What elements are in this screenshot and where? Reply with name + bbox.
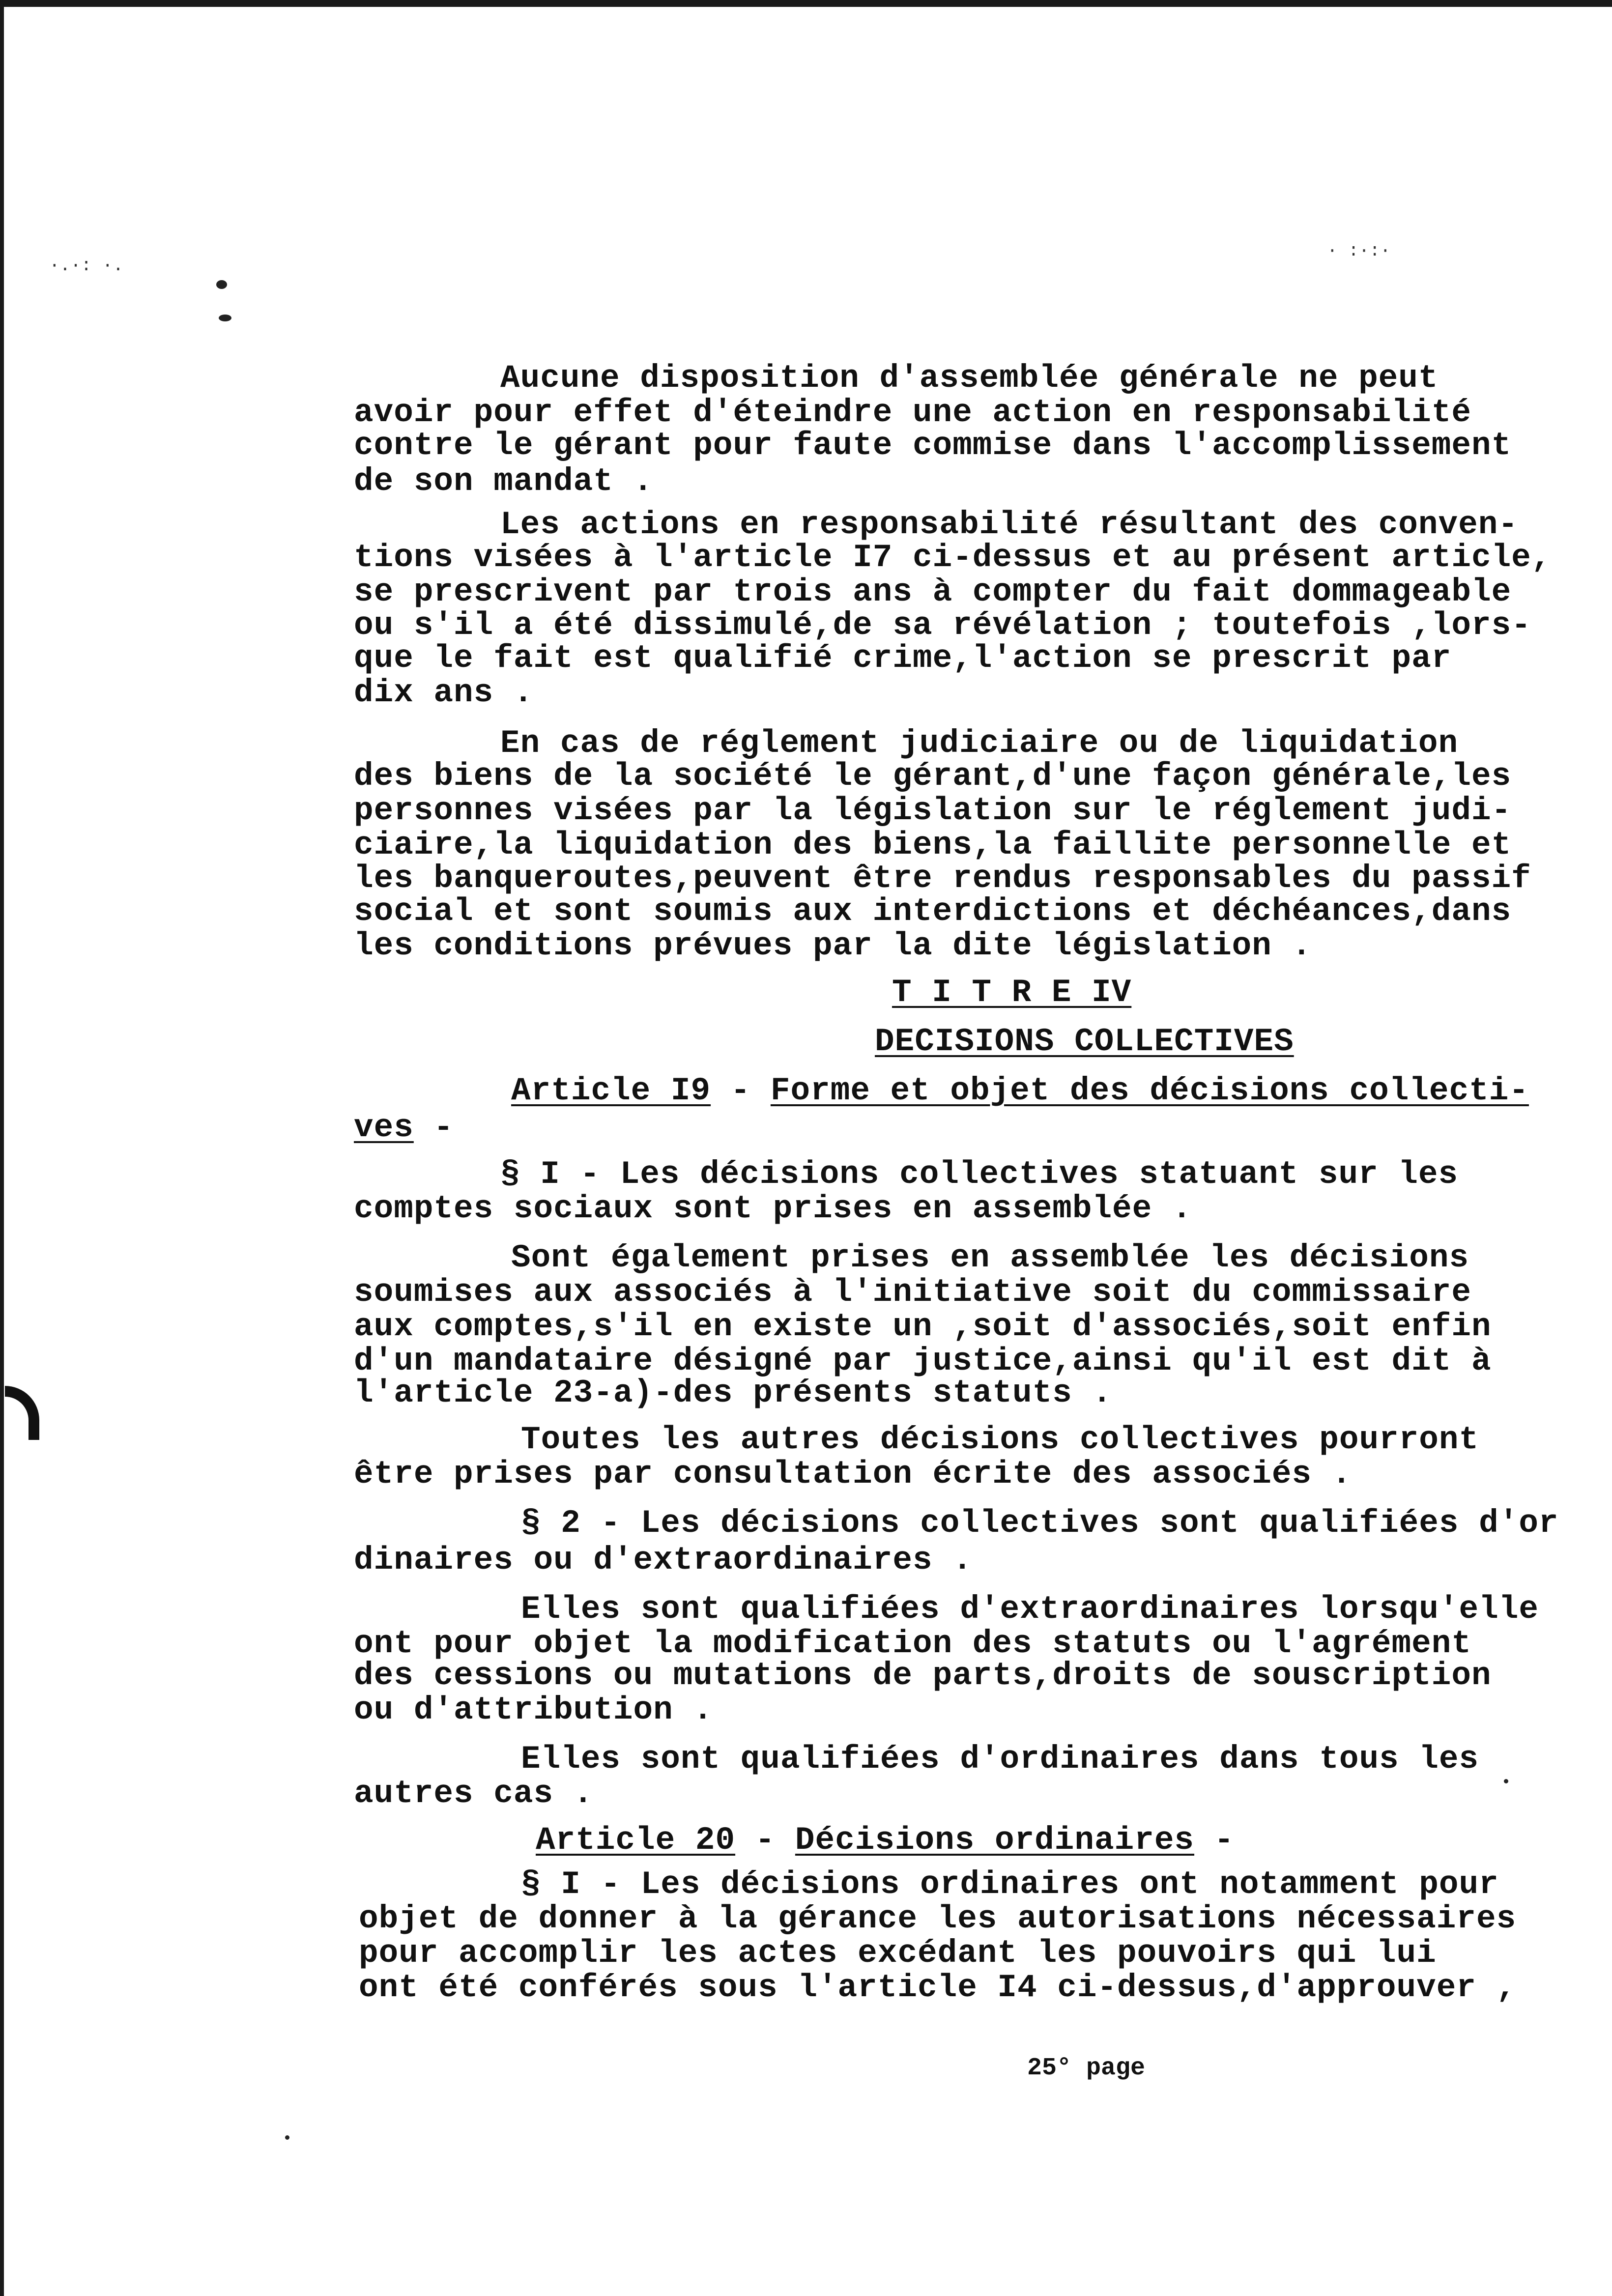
text-line: ciaire,la liquidation des biens,la faillite personnelle et (354, 827, 1512, 863)
text-line: les banqueroutes,peuvent être rendus responsables du passif (354, 860, 1531, 897)
article-20-tail: - (1194, 1822, 1235, 1859)
text-line: de son mandat . (354, 463, 654, 500)
ink-speck (219, 315, 231, 321)
text-line: § 2 - Les décisions collectives sont qualifiées d'or (521, 1505, 1559, 1542)
text-line: Sont également prises en assemblée les décisions (511, 1239, 1469, 1276)
page-number: 25° page (1027, 2054, 1146, 2082)
article-19-label: Article I9 (511, 1072, 711, 1109)
text-line: avoir pour effet d'éteindre une action en responsabilité (354, 394, 1471, 431)
text-line: pour accomplir les actes excédant les pouvoirs qui lui (359, 1935, 1437, 1972)
text-line: ou d'attribution . (354, 1692, 713, 1728)
text-line: être prises par consultation écrite des associés . (354, 1456, 1352, 1492)
text-line: Elles sont qualifiées d'ordinaires dans tous les (521, 1741, 1479, 1778)
scan-border-left (0, 0, 4, 2296)
text-line: Les actions en responsabilité résultant des conven- (500, 506, 1518, 543)
scan-artifact-left: ·.·: ·. (49, 256, 124, 276)
text-line: les conditions prévues par la dite législation . (354, 927, 1312, 964)
text-line: Toutes les autres décisions collectives pourront (521, 1421, 1479, 1458)
article-20-label: Article 20 (536, 1822, 736, 1859)
article-20-heading (536, 1823, 1612, 1858)
text-line: aux comptes,s'il en existe un ,soit d'associés,soit enfin (354, 1308, 1492, 1345)
text-line: ont pour objet la modification des statuts ou l'agrément (354, 1625, 1471, 1662)
text-line: des cessions ou mutations de parts,droits de souscription (354, 1657, 1492, 1694)
article-19-title-tail: - (413, 1109, 454, 1146)
text-line: soumises aux associés à l'initiative soit du commissaire (354, 1274, 1471, 1311)
text-line: Elles sont qualifiées d'extraordinaires lorsqu'elle (521, 1591, 1539, 1628)
text-line: comptes sociaux sont prises en assemblée . (354, 1190, 1192, 1227)
text-line: ont été conférés sous l'article I4 ci-dessus,d'approuver , (359, 1969, 1517, 2006)
article-19-heading (511, 1074, 1612, 1108)
text-line: § I - Les décisions collectives statuant sur les (500, 1156, 1459, 1193)
text-line: ou s'il a été dissimulé,de sa révélation ; toutefois ,lors- (354, 607, 1531, 644)
text-line: contre le gérant pour faute commise dans l'accomplissement (354, 427, 1512, 464)
text-line: dix ans . (354, 674, 534, 711)
text-line: objet de donner à la gérance les autorisations nécessaires (359, 1900, 1517, 1937)
article-20-title: Décisions ordinaires (795, 1822, 1195, 1859)
section-subtitle: DECISIONS COLLECTIVES (875, 1023, 1294, 1060)
binder-hole-mark (5, 1386, 39, 1440)
text-line: autres cas . (354, 1775, 594, 1812)
text-line: personnes visées par la législation sur le réglement judi- (354, 792, 1512, 829)
text-line: que le fait est qualifié crime,l'action se prescrit par (354, 640, 1452, 677)
article-19-title: Forme et objet des décisions collecti- (770, 1072, 1529, 1109)
text-line: tions visées à l'article I7 ci-dessus et au présent article, (354, 539, 1552, 576)
text-line: des biens de la société le gérant,d'une façon générale,les (354, 758, 1512, 795)
text-line: se prescrivent par trois ans à compter du fait dommageable (354, 574, 1512, 610)
article-19-heading-cont (354, 1111, 1533, 1145)
article-19-dash: - (711, 1072, 771, 1109)
section-title: T I T R E IV (892, 974, 1132, 1011)
text-line: l'article 23-a)-des présents statuts . (354, 1375, 1113, 1411)
ink-speck (216, 280, 227, 289)
article-20-dash: - (735, 1822, 795, 1859)
text-line: dinaires ou d'extraordinaires . (354, 1542, 973, 1578)
text-line: d'un mandataire désigné par justice,ainsi qu'il est dit à (354, 1343, 1492, 1379)
scan-artifact-right: · :·:· (1327, 241, 1391, 261)
scan-border-top (0, 0, 1612, 7)
text-line: Aucune disposition d'assemblée générale ne peut (500, 360, 1439, 397)
text-line: En cas de réglement judiciaire ou de liquidation (500, 725, 1459, 762)
text-line: § I - Les décisions ordinaires ont notamment pour (521, 1866, 1499, 1903)
ink-speck (285, 2135, 289, 2140)
text-line: social et sont soumis aux interdictions et déchéances,dans (354, 893, 1512, 930)
article-19-title-cont: ves (354, 1109, 414, 1146)
